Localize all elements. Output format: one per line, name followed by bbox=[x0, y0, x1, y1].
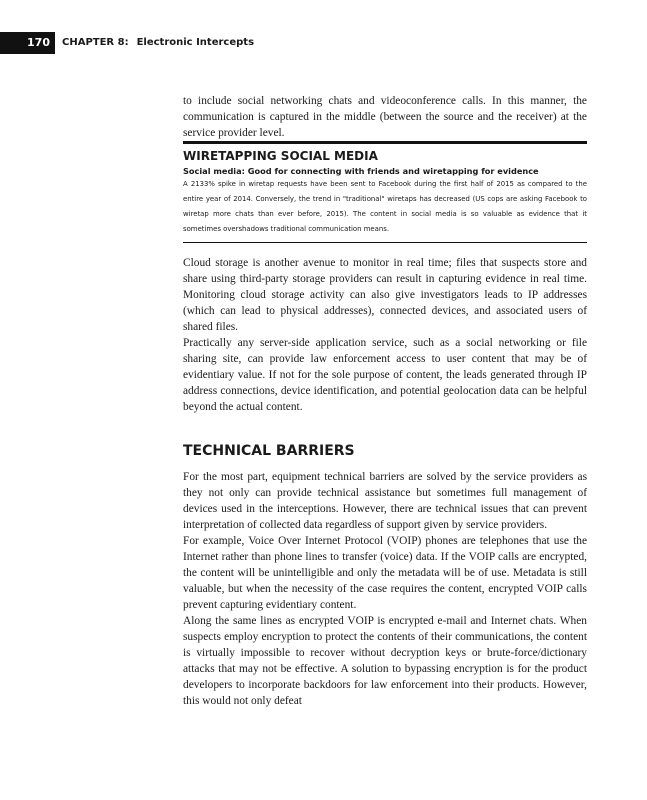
body-paragraph: Cloud storage is another avenue to monitor in real time; files that suspects store and share using third-party storage providers can result in capturing evidence in real time. Monitoring cloud storage activity can also give investigators leads to IP addresses (which can lead to physical addresses), connected devices, and associated users of shared files. bbox=[183, 257, 587, 333]
page-content bbox=[183, 93, 587, 709]
sidebar-subtitle: Social media: Good for connecting with friends and wiretapping for evidence bbox=[183, 166, 539, 176]
sidebar-text: A 2133% spike in wiretap requests have been sent to Facebook during the first half of 2015 as compared to the entire year of 2014. Conversely, the trend in "traditional" wiretaps has decreased (US cops are asking Facebook to wiretap more chats than ever before, 2015). The content in social media is so valuable as evidence that it sometimes overshadows traditional communication means. bbox=[183, 180, 587, 233]
running-head bbox=[62, 32, 254, 54]
section-heading: TECHNICAL BARRIERS bbox=[183, 443, 355, 459]
page-number: 170 bbox=[0, 32, 55, 54]
page-header bbox=[0, 32, 647, 54]
intro-paragraph: to include social networking chats and videoconference calls. In this manner, the communication is captured in the middle (between the source and the receiver) at the service provider level. bbox=[183, 95, 587, 139]
body-paragraph: Practically any server-side application service, such as a social networking or file sharing site, can provide law enforcement access to user content that may be of evidentiary value. If not for the sole purpose of content, the leads generated through IP address connections, device identification, and potential geolocation data can be helpful beyond the actual content. bbox=[183, 337, 587, 413]
chapter-label: CHAPTER 8: bbox=[62, 37, 129, 48]
sidebar-box bbox=[183, 141, 587, 243]
chapter-title: Electronic Intercepts bbox=[136, 37, 255, 48]
section-paragraph: For example, Voice Over Internet Protocol (VOIP) phones are telephones that use the Internet rather than phone lines to transfer (voice) data. If the VOIP calls are encrypted, the content will be unintelligible and only the metadata will be of use. Metadata is still valuable, but when the necessity of the case requires the content, encrypted VOIP calls prevent capturing evidentiary content. bbox=[183, 535, 587, 611]
sidebar-title: WIRETAPPING SOCIAL MEDIA bbox=[183, 149, 378, 163]
section-paragraph: For the most part, equipment technical barriers are solved by the service providers as they not only can provide technical assistance but sometimes full management of devices used in the interceptions. However, there are technical issues that can prevent interpretation of collected data regardless of support given by service providers. bbox=[183, 471, 587, 531]
section-paragraph: Along the same lines as encrypted VOIP is encrypted e-mail and Internet chats. When suspects employ encryption to protect the contents of their communications, the content is virtually impossible to recover without decryption keys or brute-force/dictionary attacks that may not be effective. A solution to bypassing encryption is for the product developers to incorporate backdoors for law enforcement into their products. However, this would not only defeat bbox=[183, 615, 587, 707]
